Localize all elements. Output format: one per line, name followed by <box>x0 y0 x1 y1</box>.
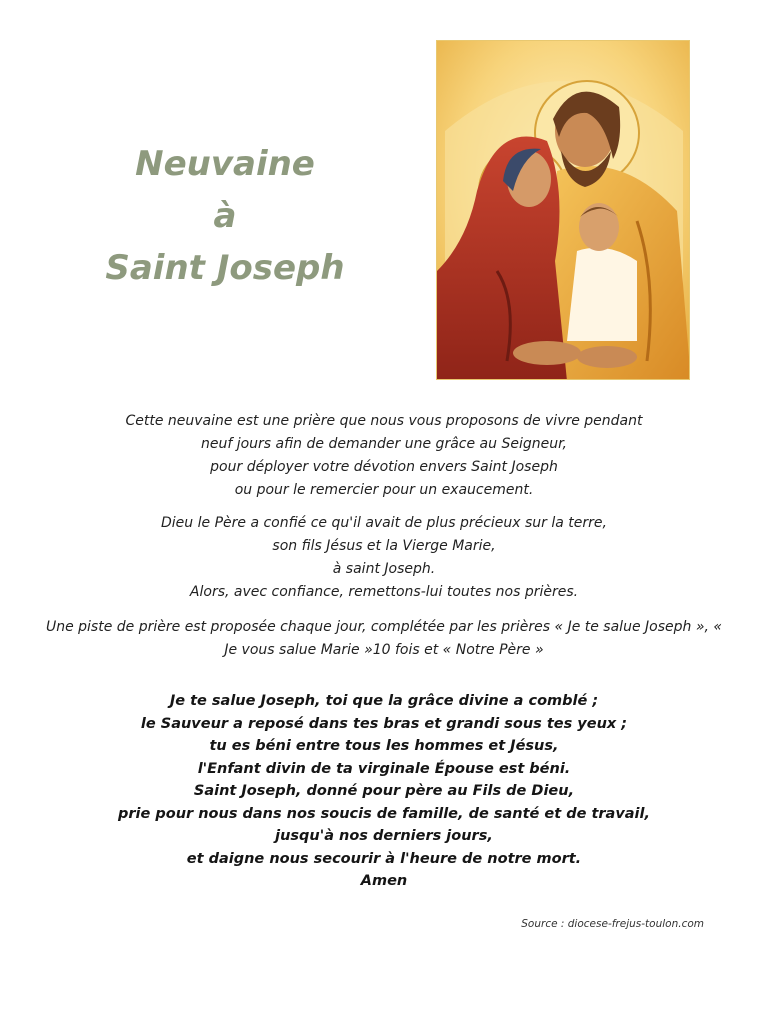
prayer-text <box>40 690 728 893</box>
intro-p1-line: ou pour le remercier pour un exaucement. <box>234 482 534 498</box>
intro-paragraph-1 <box>40 410 728 502</box>
title-line-3: Saint Joseph <box>105 248 345 288</box>
title-line-2: à <box>213 196 237 236</box>
intro-p2-line: Dieu le Père a confié ce qu'il avait de plus précieux sur la terre, <box>161 515 607 531</box>
intro-p2-line: Alors, avec confiance, remettons-lui toutes nos prières. <box>189 584 579 600</box>
intro-p3-text: Une piste de prière est proposée chaque jour, complétée par les prières « Je te salue Joseph », « Je vous salue Marie »10 fois et « Notre Père » <box>45 619 723 658</box>
intro-p2-line: son fils Jésus et la Vierge Marie, <box>272 538 496 554</box>
prayer-line: l'Enfant divin de ta virginale Épouse est béni. <box>197 760 571 777</box>
prayer-line: jusqu'à nos derniers jours, <box>275 828 493 844</box>
intro-p1-line: pour déployer votre dévotion envers Saint Joseph <box>210 459 558 475</box>
intro-paragraph-3 <box>40 616 728 662</box>
intro-p2-line: à saint Joseph. <box>332 561 436 577</box>
prayer-amen: Amen <box>360 873 408 889</box>
title-line-1: Neuvaine <box>135 144 315 184</box>
prayer-line: tu es béni entre tous les hommes et Jésus, <box>209 738 559 754</box>
prayer-line: Saint Joseph, donné pour père au Fils de Dieu, <box>193 783 575 799</box>
intro-p1-line: neuf jours afin de demander une grâce au Seigneur, <box>200 436 567 452</box>
intro-paragraph-2 <box>40 512 728 604</box>
document-title <box>90 138 360 294</box>
prayer-line: le Sauveur a reposé dans tes bras et grandi sous tes yeux ; <box>140 715 628 732</box>
prayer-line: prie pour nous dans nos soucis de famille, de santé et de travail, <box>117 805 651 822</box>
prayer-line: Je te salue Joseph, toi que la grâce divine a comblé ; <box>169 693 599 709</box>
prayer-line: et daigne nous secourir à l'heure de notre mort. <box>186 850 582 867</box>
source-credit: Source : diocese-frejus-toulon.com <box>521 918 704 930</box>
intro-p1-line: Cette neuvaine est une prière que nous vous proposons de vivre pendant <box>125 413 643 429</box>
holy-family-icon <box>436 40 690 380</box>
